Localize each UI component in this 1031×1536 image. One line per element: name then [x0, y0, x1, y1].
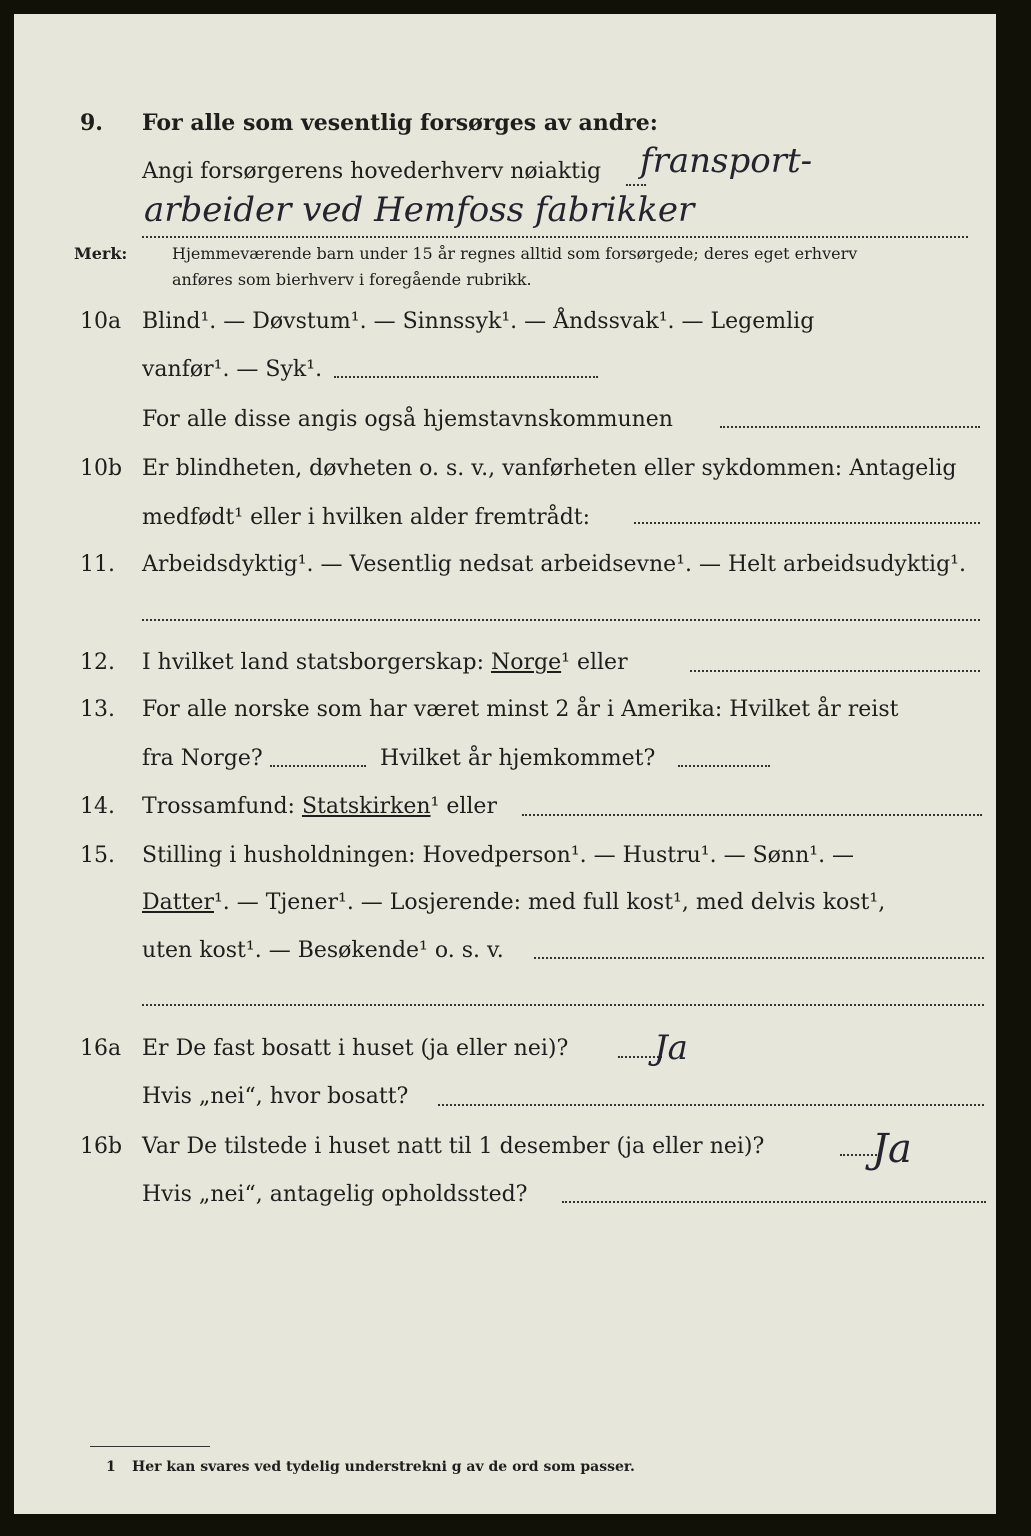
q14-underlined-answer: Statskirken	[301, 794, 431, 819]
q14-suffix: ¹ eller	[430, 794, 497, 819]
q16a-handwritten-answer: Ja	[654, 1028, 688, 1068]
q10a-text-1: Blind¹. — Døvstum¹. — Sinnssyk¹. — Åndssvak¹. — Legemlig	[142, 309, 815, 334]
q16a-number: 16a	[80, 1036, 122, 1061]
q9-question: Angi forsørgerens hovederhverv nøiaktig	[142, 159, 602, 184]
q14-text	[142, 794, 497, 819]
q13-text-1: For alle norske som har været minst 2 år i Amerika: Hvilket år reist	[142, 697, 899, 722]
merk-label: Merk:	[74, 244, 128, 263]
q15-underlined-answer: Datter	[142, 890, 214, 915]
q9-number: 9.	[80, 110, 103, 136]
q13-answer-line-1	[270, 765, 366, 767]
q10a-number: 10a	[80, 309, 122, 334]
q9-handwritten-answer-1: fransport-	[640, 141, 813, 181]
q14-question: Trossamfund:	[142, 794, 295, 819]
q15-answer-line-2	[142, 1004, 984, 1006]
q15-number: 15.	[80, 843, 115, 868]
q14-number: 14.	[80, 794, 115, 819]
q15-text-1: Stilling i husholdningen: Hovedperson¹. — Hustru¹. — Sønn¹. —	[142, 843, 855, 868]
q10a-text-2: vanfør¹. — Syk¹.	[142, 357, 323, 382]
merk-text-1: Hjemmeværende barn under 15 år regnes alltid som forsørgede; deres eget erhverv	[172, 244, 858, 263]
q16b-opholdssted-line	[562, 1201, 986, 1203]
q10a-answer-line-1	[334, 376, 598, 378]
q16b-text-1: Var De tilstede i huset natt til 1 desember (ja eller nei)?	[142, 1134, 765, 1159]
q16b-number: 16b	[80, 1134, 123, 1159]
q13-text-2a: fra Norge?	[142, 746, 263, 771]
q16a-bosatt-line	[438, 1104, 984, 1106]
q9-handwritten-answer-2: arbeider ved Hemfoss fabrikker	[144, 190, 695, 230]
q10b-answer-line	[634, 522, 980, 524]
census-form-page	[14, 14, 1006, 1514]
q11-number: 11.	[80, 552, 115, 577]
q12-underlined-answer: Norge	[491, 650, 562, 675]
q9-heading: For alle som vesentlig forsørges av andre:	[142, 110, 658, 136]
q15-text-2-rest: ¹. — Tjener¹. — Losjerende: med full kost¹, med delvis kost¹,	[213, 890, 886, 915]
q12-text	[142, 650, 628, 675]
q12-suffix: ¹ eller	[561, 650, 628, 675]
q15-text-2	[142, 890, 885, 915]
q15-answer-line-1	[534, 957, 984, 959]
q16b-text-2: Hvis „nei“, antagelig opholdssted?	[142, 1182, 528, 1207]
q13-number: 13.	[80, 697, 115, 722]
q16a-text-1: Er De fast bosatt i huset (ja eller nei)?	[142, 1036, 569, 1061]
q9-answer-line-1	[626, 184, 646, 186]
q16b-handwritten-answer: Ja	[872, 1126, 912, 1172]
q10a-answer-line-2	[720, 426, 980, 428]
q16a-text-2: Hvis „nei“, hvor bosatt?	[142, 1084, 409, 1109]
footnote-separator	[90, 1446, 210, 1447]
q12-answer-line	[690, 670, 980, 672]
merk-text-2: anføres som bierhverv i foregående rubrikk.	[172, 270, 532, 289]
footnote-text: Her kan svares ved tydelig understrekni g av de ord som passer.	[132, 1459, 635, 1475]
q11-answer-line	[142, 619, 980, 621]
scan-edge	[996, 14, 1006, 1514]
q12-question: I hvilket land statsborgerskap:	[142, 650, 485, 675]
q10b-number: 10b	[80, 456, 123, 481]
q14-answer-line	[522, 814, 982, 816]
q9-answer-line-2	[142, 236, 968, 238]
q13-text-2b: Hvilket år hjemkommet?	[380, 746, 656, 771]
q10b-text-1: Er blindheten, døvheten o. s. v., vanførheten eller sykdommen: Antagelig	[142, 456, 957, 481]
q10a-text-3: For alle disse angis også hjemstavnskommunen	[142, 407, 673, 432]
q13-answer-line-2	[678, 765, 770, 767]
q11-text-1: Arbeidsdyktig¹. — Vesentlig nedsat arbeidsevne¹. — Helt arbeidsudyktig¹.	[142, 552, 966, 577]
q12-number: 12.	[80, 650, 115, 675]
footnote-mark: 1	[106, 1459, 116, 1475]
q15-text-3: uten kost¹. — Besøkende¹ o. s. v.	[142, 938, 504, 963]
q10b-text-2: medfødt¹ eller i hvilken alder fremtrådt:	[142, 505, 591, 530]
